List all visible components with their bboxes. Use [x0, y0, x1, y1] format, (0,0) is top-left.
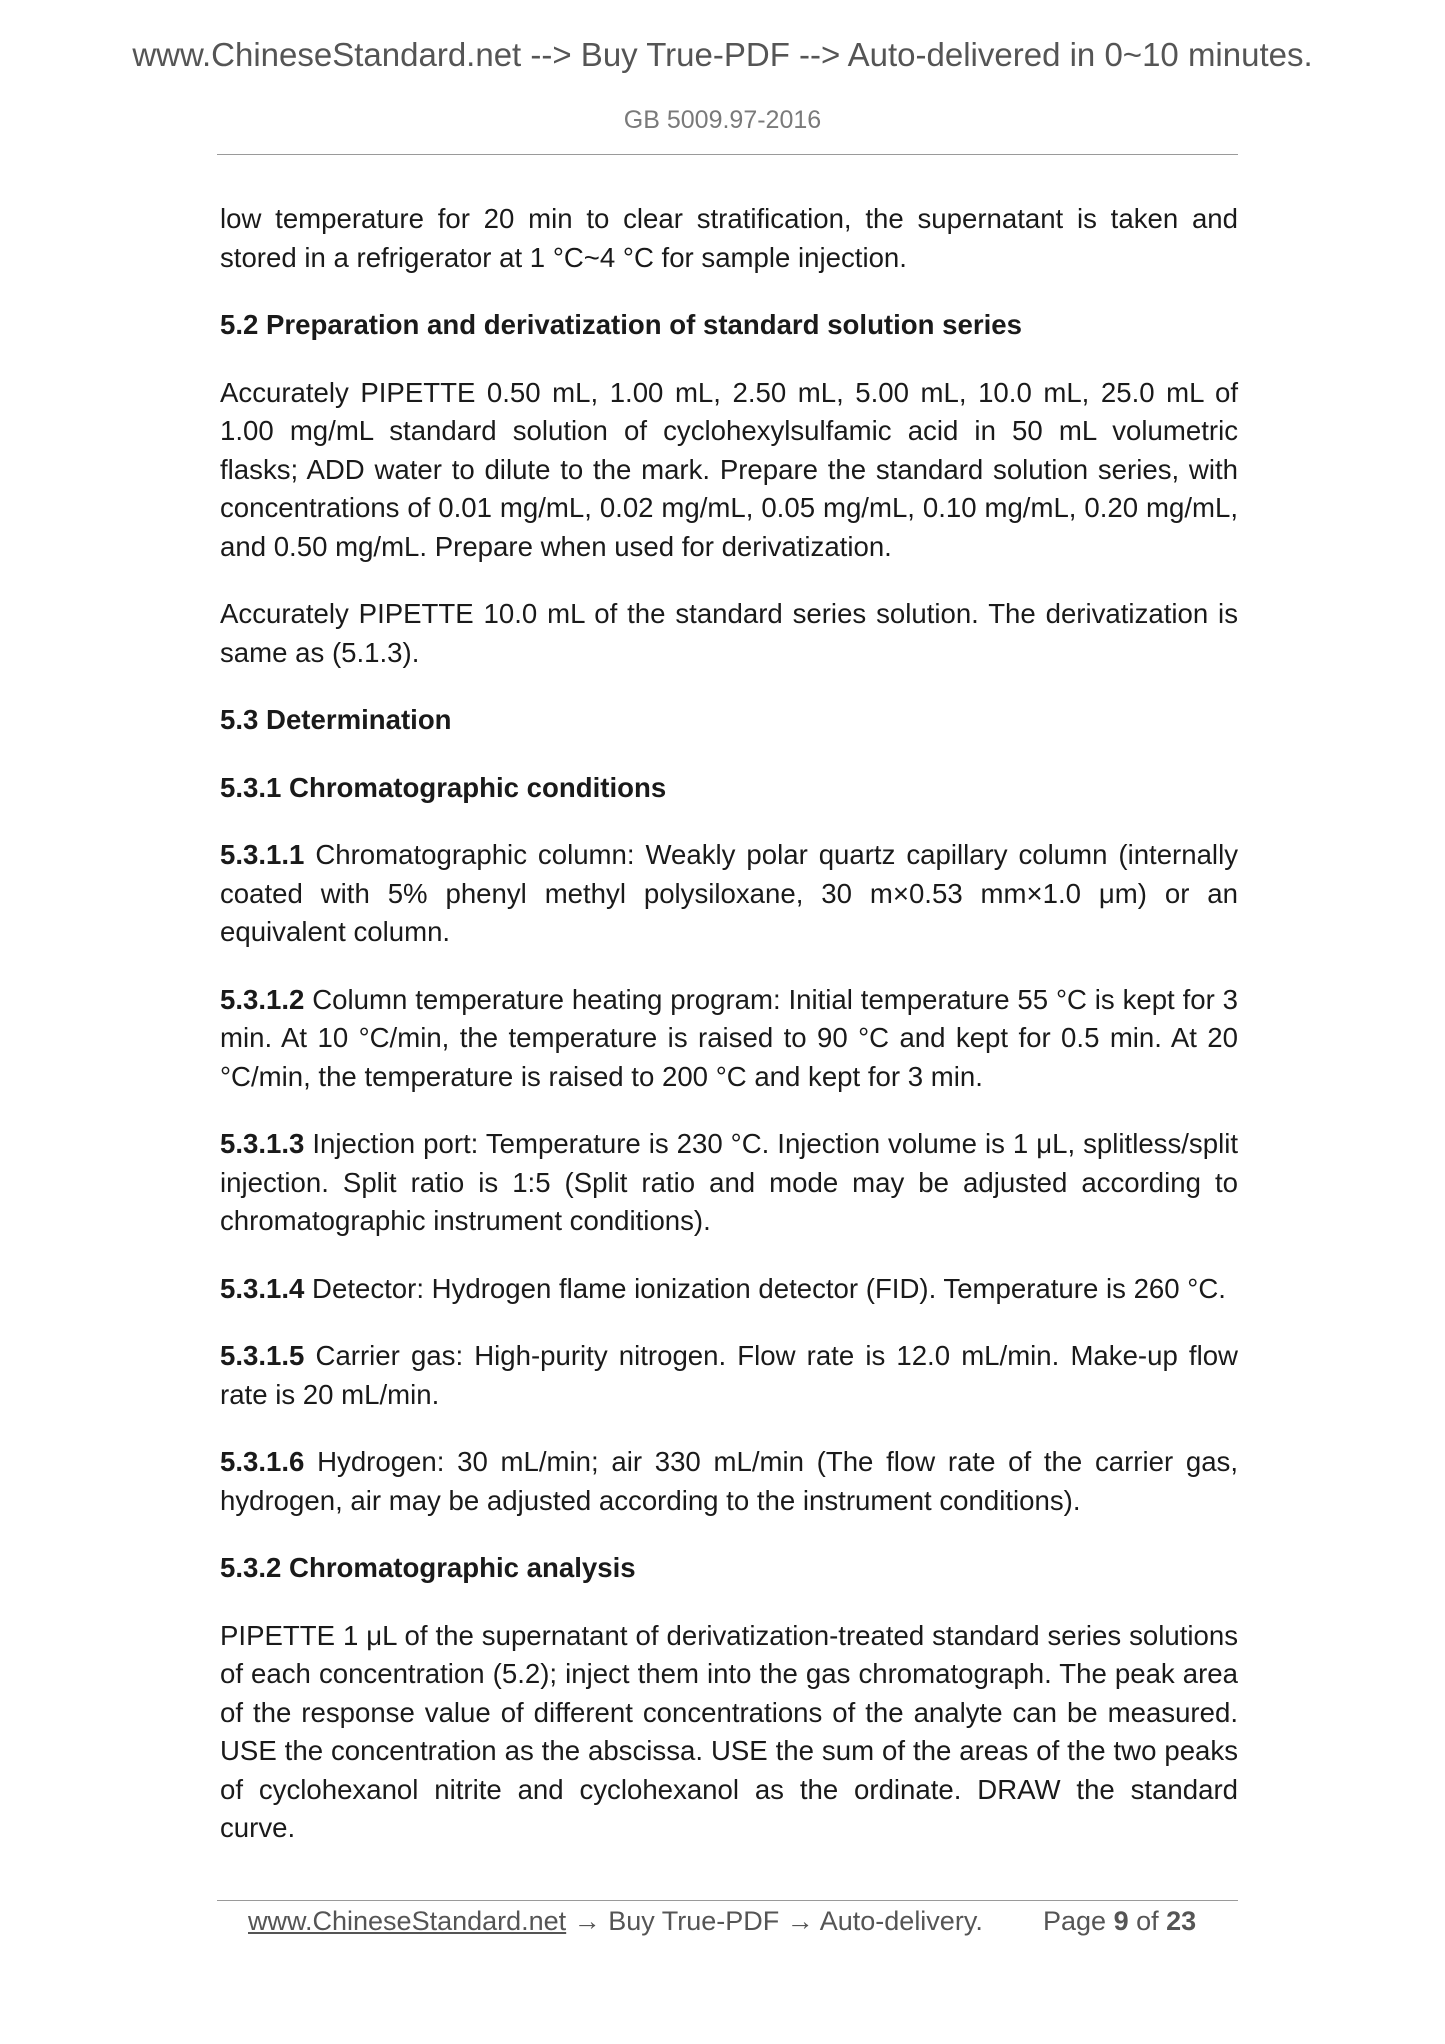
- clause-5-3-1-6: [220, 1443, 1238, 1520]
- clause-text: Detector: Hydrogen flame ionization detector (FID). Temperature is 260 °C.: [304, 1272, 1226, 1304]
- section-heading-5-3: 5.3 Determination: [220, 704, 452, 735]
- footer-tagline: → Buy True-PDF → Auto-delivery.: [566, 1906, 983, 1936]
- page-number: 9: [1113, 1906, 1129, 1936]
- clause-5-3-1-4: [220, 1270, 1238, 1309]
- paragraph-5-3-2: PIPETTE 1 μL of the supernatant of derivatization-treated standard series solutions of each concentration (5.2); inject them into the gas chromatograph. The peak area of the response value of different concentrations of the analyte can be measured. USE the concentration as the abscissa. USE the sum of the areas of the two peaks of cyclohexanol nitrite and cyclohexanol as the ordinate. DRAW the standard curve.: [220, 1619, 1238, 1843]
- clause-text: Hydrogen: 30 mL/min; air 330 mL/min (The flow rate of the carrier gas, hydrogen, air may be adjusted according to the instrument conditions).: [220, 1446, 1238, 1516]
- of-word: of: [1128, 1906, 1167, 1936]
- clause-5-3-1-3: [220, 1125, 1238, 1241]
- paragraph-5-2-a: Accurately PIPETTE 0.50 mL, 1.00 mL, 2.50 mL, 5.00 mL, 10.0 mL, 25.0 mL of 1.00 mg/mL standard solution of cyclohexylsulfamic acid in 50 mL volumetric flasks; ADD water to dilute to the mark. Prepare the standard solution series, with concentrations of 0.01 mg/mL, 0.02 mg/mL, 0.05 mg/mL, 0.10 mg/mL, 0.20 mg/mL, and 0.50 mg/mL. Prepare when used for derivatization.: [220, 376, 1238, 562]
- total-pages: 23: [1166, 1906, 1197, 1936]
- clause-5-3-1-2: [220, 981, 1238, 1097]
- clause-number: 5.3.1.3: [220, 1128, 305, 1159]
- section-heading-5-2: 5.2 Preparation and derivatization of standard solution series: [220, 309, 1022, 340]
- clause-text: Chromatographic column: Weakly polar quartz capillary column (internally coated with 5% phenyl methyl polysiloxane, 30 m×0.53 mm×1.0 μm) or an equivalent column.: [220, 839, 1238, 947]
- footer-website-link[interactable]: www.ChineseStandard.net: [248, 1906, 567, 1936]
- paragraph-continuation: low temperature for 20 min to clear stratification, the supernatant is taken and stored in a refrigerator at 1 °C~4 °C for sample injection.: [220, 203, 1238, 273]
- footer-divider: [217, 1900, 1238, 1901]
- clause-number: 5.3.1.2: [220, 983, 305, 1015]
- header-banner: www.ChineseStandard.net --> Buy True-PDF --> Auto-delivered in 0~10 minutes.: [132, 36, 1313, 73]
- clause-number: 5.3.1.5: [220, 1340, 305, 1371]
- paragraph-5-2-b: Accurately PIPETTE 10.0 mL of the standard series solution. The derivatization is same as (5.1.3).: [220, 598, 1238, 668]
- clause-5-3-1-1: [220, 836, 1238, 952]
- clause-text: Injection port: Temperature is 230 °C. Injection volume is 1 μL, splitless/split injection. Split ratio is 1:5 (Split ratio and mode may be adjusted according to chromatographic instrument conditions).: [220, 1128, 1238, 1236]
- clause-number: 5.3.1.1: [220, 839, 305, 870]
- page-footer: [248, 1906, 1248, 1937]
- page-indicator: [1043, 1906, 1196, 1937]
- standard-code: GB 5009.97-2016: [623, 106, 822, 134]
- document-body: [220, 200, 1238, 1877]
- section-heading-5-3-2: 5.3.2 Chromatographic analysis: [220, 1552, 636, 1583]
- clause-text: Carrier gas: High-purity nitrogen. Flow rate is 12.0 mL/min. Make-up flow rate is 20 mL/min.: [220, 1340, 1238, 1410]
- clause-number: 5.3.1.4: [220, 1272, 305, 1304]
- clause-5-3-1-5: [220, 1337, 1238, 1414]
- clause-number: 5.3.1.6: [220, 1446, 305, 1477]
- section-heading-5-3-1: 5.3.1 Chromatographic conditions: [220, 771, 667, 803]
- page-word: Page: [1043, 1906, 1114, 1936]
- clause-text: Column temperature heating program: Initial temperature 55 °C is kept for 3 min. At 10 °C/min, the temperature is raised to 90 °C and kept for 0.5 min. At 20 °C/min, the temperature is raised to 200 °C and kept for 3 min.: [220, 983, 1238, 1092]
- header-divider: [217, 154, 1238, 155]
